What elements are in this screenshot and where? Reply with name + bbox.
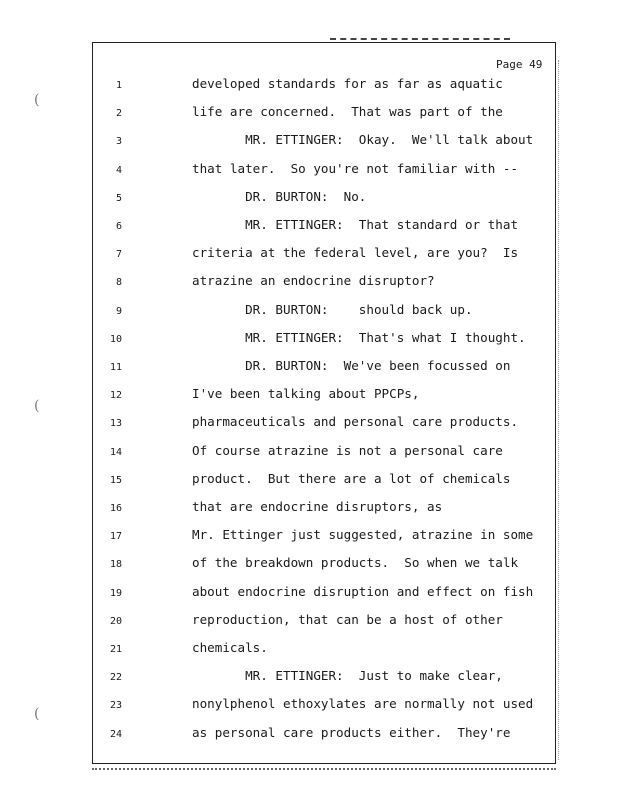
line-number: 13 — [109, 418, 122, 430]
transcript-line — [92, 555, 556, 583]
line-number: 17 — [109, 531, 122, 543]
transcript-line — [92, 696, 556, 724]
transcript-line — [92, 217, 556, 245]
transcript-line — [92, 584, 556, 612]
line-text: nonylphenol ethoxylates are normally not used — [192, 696, 534, 712]
line-text: life are concerned. That was part of the — [192, 104, 503, 120]
line-number: 6 — [115, 221, 122, 232]
line-text: I've been talking about PPCPs, — [192, 386, 420, 402]
line-text: that are endocrine disruptors, as — [192, 499, 443, 514]
line-text: Mr. Ettinger just suggested, atrazine in some — [192, 527, 534, 543]
transcript-line — [92, 386, 556, 414]
line-number: 14 — [109, 446, 122, 458]
binder-hole-mark-icon: ( — [34, 398, 40, 414]
line-text: MR. ETTINGER: Okay. We'll talk about — [192, 132, 534, 148]
transcript-line — [92, 414, 556, 442]
transcript-line — [92, 725, 556, 753]
line-number: 23 — [109, 700, 122, 712]
line-number: 5 — [115, 192, 122, 204]
line-number: 24 — [109, 728, 122, 740]
line-text: product. But there are a lot of chemicals — [192, 470, 511, 486]
line-text: DR. BURTON: No. — [192, 188, 367, 204]
line-text: of the breakdown products. So when we talk — [192, 555, 519, 571]
transcript-line — [92, 132, 556, 160]
transcript-line — [92, 499, 556, 527]
line-text: developed standards for as far as aquatic — [192, 76, 503, 91]
transcript-line — [92, 612, 556, 640]
line-number: 9 — [115, 305, 122, 317]
transcript-line — [92, 189, 556, 217]
line-number: 15 — [109, 474, 122, 486]
transcript-line — [92, 527, 556, 555]
line-number: 2 — [115, 108, 122, 120]
line-number: 10 — [109, 333, 122, 345]
transcript-line — [92, 245, 556, 273]
line-text: as personal care products either. They're — [192, 724, 511, 740]
transcript-line — [92, 330, 556, 358]
line-number: 11 — [109, 362, 122, 373]
line-text: MR. ETTINGER: Just to make clear, — [192, 668, 503, 684]
line-number: 7 — [115, 249, 122, 261]
line-text: DR. BURTON: should back up. — [192, 301, 473, 317]
line-text: MR. ETTINGER: That's what I thought. — [192, 329, 526, 345]
transcript-line — [92, 668, 556, 696]
line-text: Of course atrazine is not a personal care — [192, 442, 503, 458]
line-number: 21 — [109, 644, 122, 655]
line-number: 4 — [115, 164, 122, 176]
binder-hole-mark-icon: ( — [34, 92, 40, 108]
transcript-line — [92, 76, 556, 104]
line-number: 12 — [109, 390, 122, 402]
bottom-scan-artifact — [92, 768, 556, 773]
transcript-line — [92, 443, 556, 471]
line-number: 19 — [109, 587, 122, 599]
transcript-line — [92, 104, 556, 132]
transcript-line — [92, 640, 556, 668]
line-number: 18 — [109, 559, 122, 571]
line-text: DR. BURTON: We've been focussed on — [192, 358, 511, 373]
line-number: 3 — [115, 136, 122, 148]
line-number: 8 — [115, 277, 122, 289]
line-text: atrazine an endocrine disruptor? — [192, 273, 435, 289]
line-text: that later. So you're not familiar with -- — [192, 160, 519, 176]
transcript-line — [92, 302, 556, 330]
line-text: about endocrine disruption and effect on fish — [192, 583, 534, 599]
transcript-line — [92, 161, 556, 189]
transcript-line — [92, 471, 556, 499]
line-text: reproduction, that can be a host of other — [192, 611, 503, 627]
line-text: chemicals. — [192, 640, 268, 655]
line-number: 22 — [109, 672, 122, 684]
line-text: MR. ETTINGER: That standard or that — [192, 217, 519, 232]
binder-hole-mark-icon: ( — [34, 706, 40, 722]
transcript-line — [92, 358, 556, 386]
line-number: 20 — [109, 615, 122, 627]
line-number: 1 — [115, 80, 122, 91]
line-text: criteria at the federal level, are you? Is — [192, 245, 519, 261]
transcript-line — [92, 273, 556, 301]
line-text: pharmaceuticals and personal care products. — [192, 414, 519, 430]
right-margin-rule — [558, 60, 563, 760]
page-number: Page 49 — [496, 58, 543, 71]
line-number: 16 — [109, 503, 122, 514]
